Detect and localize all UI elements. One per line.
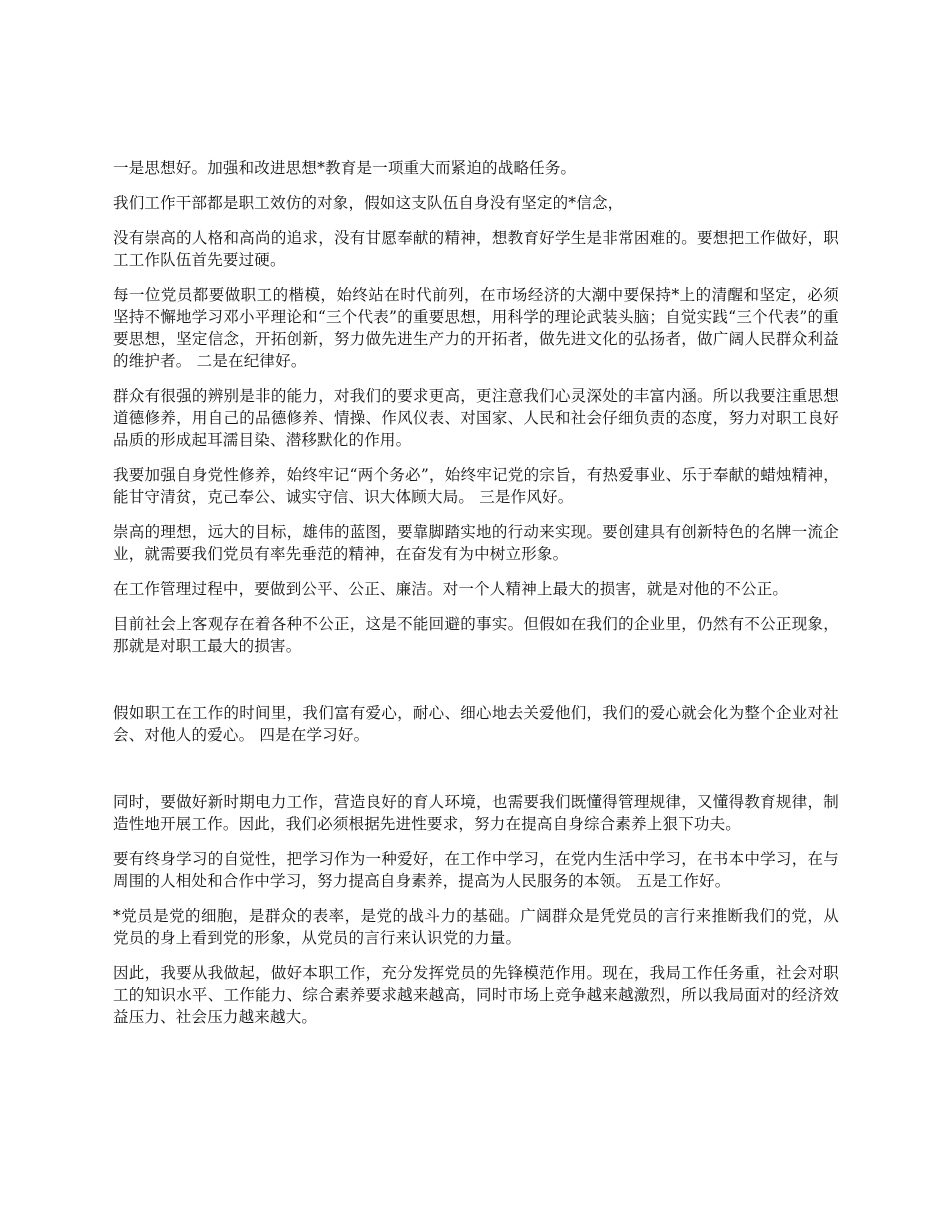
paragraph-1: 一是思想好。加强和改进思想*教育是一项重大而紧迫的战略任务。	[113, 159, 577, 177]
paragraph-7: 崇高的理想，远大的目标，雄伟的蓝图，要靠脚踏实地的行动来实现。要创建具有创新特色的名牌一流企业，就需要我们党员有率先垂范的精神，在奋发有为中树立形象。	[113, 523, 839, 563]
paragraph-9: 目前社会上客观存在着各种不公正，这是不能回避的事实。但假如在我们的企业里，仍然有不公正现象，那就是对职工最大的损害。	[113, 615, 839, 655]
paragraph-12: 要有终身学习的自觉性，把学习作为一种爱好，在工作中学习，在党内生活中学习，在书本中学习，在与周围的人相处和合作中学习，努力提高自身素养，提高为人民服务的本领。 五是工作好。	[113, 850, 839, 890]
paragraph-4: 每一位党员都要做职工的楷模，始终站在时代前列，在市场经济的大潮中要保持*上的清醒和坚定，必须坚持不懈地学习邓小平理论和“三个代表”的重要思想，用科学的理论武装头脑；自觉实践“三个代表”的重要思想，坚定信念，开拓创新，努力做先进生产力的开拓者，做先进文化的弘扬者，做广阔人民群众利益的维护者。 二是在纪律好。	[113, 286, 839, 370]
paragraph-8: 在工作管理过程中，要做到公平、公正、廉洁。对一个人精神上最大的损害，就是对他的不公正。	[113, 580, 789, 598]
paragraph-10: 假如职工在工作的时间里，我们富有爱心，耐心、细心地去关爱他们，我们的爱心就会化为整个企业对社会、对他人的爱心。 四是在学习好。	[113, 704, 839, 744]
paragraph-14: 因此，我要从我做起，做好本职工作，充分发挥党员的先锋模范作用。现在，我局工作任务重，社会对职工的知识水平、工作能力、综合素养要求越来越高，同时市场上竞争越来越激烈，所以我局面对的经济效益压力、社会压力越来越大。	[113, 964, 839, 1026]
paragraph-11: 同时，要做好新时期电力工作，营造良好的育人环境，也需要我们既懂得管理规律，又懂得教育规律，制造性地开展工作。因此，我们必须根据先进性要求，努力在提高自身综合素养上狠下功夫。	[113, 793, 839, 833]
paragraph-6: 我要加强自身党性修养，始终牢记“两个务必”，始终牢记党的宗旨，有热爱事业、乐于奉献的蜡烛精神，能甘守清贫，克己奉公、诚实守信、识大体顾大局。 三是作风好。	[113, 466, 839, 506]
paragraph-3: 没有崇高的人格和高尚的追求，没有甘愿奉献的精神，想教育好学生是非常困难的。要想把工作做好，职工工作队伍首先要过硬。	[113, 229, 839, 269]
paragraph-5: 群众有很强的辨别是非的能力，对我们的要求更高，更注意我们心灵深处的丰富内涵。所以我要注重思想道德修养，用自己的品德修养、情操、作风仪表、对国家、人民和社会仔细负责的态度，努力对职工良好品质的形成起耳濡目染、潜移默化的作用。	[113, 387, 839, 449]
document-body	[113, 157, 839, 1041]
paragraph-2: 我们工作干部都是职工效仿的对象，假如这支队伍自身没有坚定的*信念，	[113, 194, 624, 212]
paragraph-13: *党员是党的细胞，是群众的表率，是党的战斗力的基础。广阔群众是凭党员的言行来推断我们的党，从党员的身上看到党的形象，从党员的言行来认识党的力量。	[113, 907, 839, 947]
